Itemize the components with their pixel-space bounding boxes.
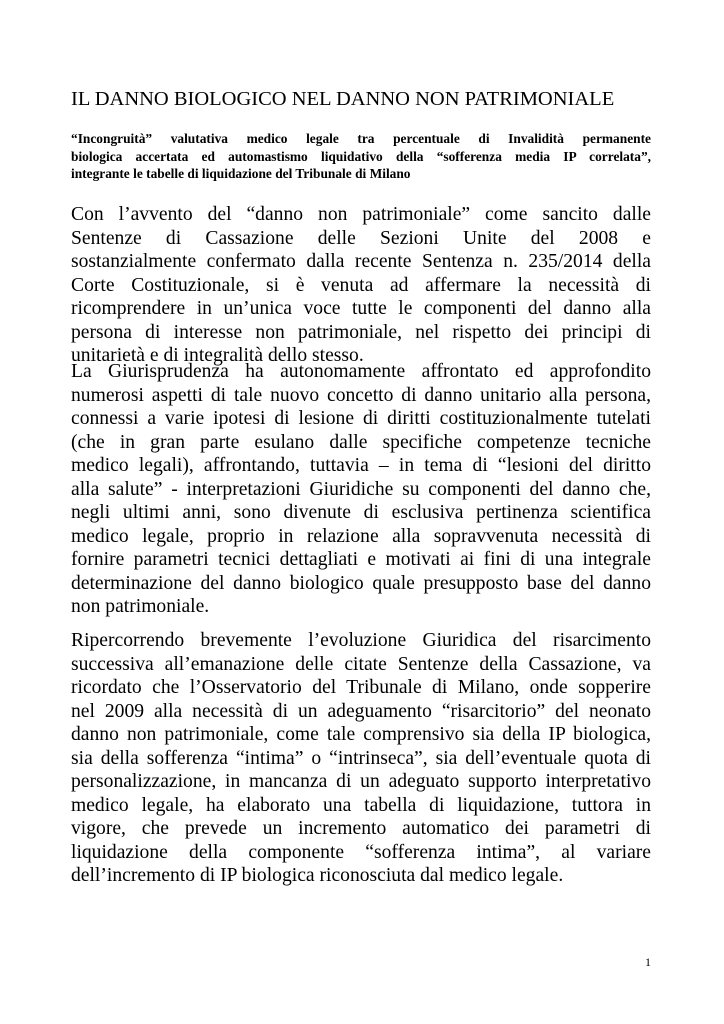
text-line: Con l’avvento del “danno non patrimoniale” come sancito dalle (71, 204, 651, 225)
text-line: Corte Costituzionale, si è venuta ad affermare la necessità di (71, 274, 651, 296)
text-line: successiva all’emanazione delle citate Sentenze della Cassazione, va (71, 653, 651, 675)
paragraph-1 (71, 203, 651, 368)
text-line: determinazione del danno biologico quale presupposto base del danno (71, 572, 651, 594)
subtitle-line: “Incongruità” valutativa medico legale tra percentuale di Invalidità permanente (71, 131, 651, 146)
document-subtitle (71, 130, 651, 183)
subtitle-line: biologica accertata ed automastismo liquidativo della “sofferenza media IP correlata”, (71, 148, 651, 164)
text-line: medico legale, ha elaborato una tabella di liquidazione, tuttora in (71, 794, 651, 816)
document-title: IL DANNO BIOLOGICO NEL DANNO NON PATRIMONIALE (71, 88, 615, 110)
text-line: alla salute” - interpretazioni Giuridiche su componenti del danno che, (71, 478, 651, 500)
text-line: connessi a varie ipotesi di lesione di diritti costituzionalmente tutelati (71, 408, 651, 429)
text-line: nel 2009 alla necessità di un adeguamento “risarcitorio” del neonato (71, 700, 651, 722)
text-line: unitarietà e di integralità dello stesso. (71, 345, 364, 366)
text-line: medico legali), affrontando, tuttavia – in tema di “lesioni del diritto (71, 455, 651, 476)
text-line: non patrimoniale. (71, 596, 210, 617)
paragraph-3 (71, 629, 651, 888)
text-line: dell’incremento di IP biologica riconosciuta dal medico legale. (71, 865, 564, 886)
text-line: (che in gran parte esulano dalle specifiche competenze tecniche (71, 431, 651, 453)
text-line: La Giurisprudenza ha autonomamente affrontato ed approfondito (71, 361, 651, 382)
text-line: persona di interesse non patrimoniale, nel rispetto dei principi di (71, 321, 651, 343)
text-line: numerosi aspetti di tale nuovo concetto di danno unitario alla persona, (71, 384, 651, 406)
text-line: negli ultimi anni, sono divenute di esclusiva pertinenza scientifica (71, 502, 651, 523)
paragraph-2 (71, 360, 651, 619)
text-line: liquidazione della componente “sofferenza intima”, al variare (71, 841, 651, 863)
text-line: Ripercorrendo brevemente l’evoluzione Giuridica del risarcimento (71, 630, 651, 651)
text-line: fornire parametri tecnici dettagliati e motivati ai fini di una integrale (71, 549, 651, 570)
text-line: Sentenze di Cassazione delle Sezioni Unite del 2008 e (71, 227, 651, 249)
text-line: medico legale, proprio in relazione alla sopravvenuta necessità di (71, 525, 651, 547)
text-line: ricordato che l’Osservatorio del Tribunale di Milano, onde sopperire (71, 677, 651, 698)
text-line: sia della sofferenza “intima” o “intrinseca”, sia dell’eventuale quota di (71, 747, 651, 769)
text-line: personalizzazione, in mancanza di un adeguato supporto interpretativo (71, 771, 651, 792)
subtitle-line: integrante le tabelle di liquidazione del Tribunale di Milano (71, 166, 411, 181)
text-line: danno non patrimoniale, come tale comprensivo sia della IP biologica, (71, 724, 651, 745)
text-line: ricomprendere in un’unica voce tutte le componenti del danno alla (71, 298, 651, 319)
text-line: vigore, che prevede un incremento automatico dei parametri di (71, 818, 651, 839)
text-line: sostanzialmente confermato dalla recente Sentenza n. 235/2014 della (71, 251, 651, 272)
page-number: 1 (645, 955, 651, 969)
